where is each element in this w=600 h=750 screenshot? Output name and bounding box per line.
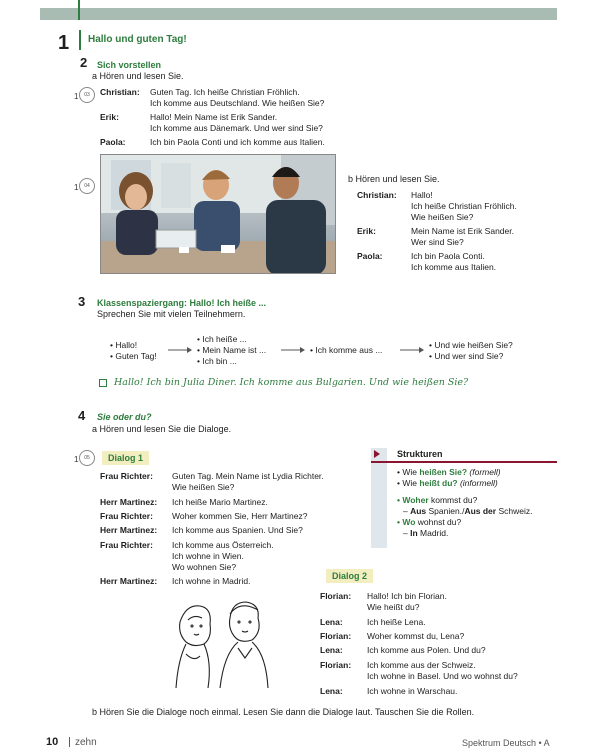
structure-item: – Aus Spanien./Aus der Schweiz. [403,506,533,516]
handwritten-example: Hallo! Ich bin Julia Diner. Ich komme aus Bulgarien. Und wie heißen Sie? [114,377,469,388]
brand-footer: Spektrum Deutsch • A [462,738,550,748]
audio-icon[interactable]: 05 [79,450,95,466]
sketch-two-people-illustration [168,592,278,692]
dialog-line: Ich komme aus Spanien. Und Sie? [172,525,303,535]
speaker: Herr Martinez: [100,576,158,586]
speaker: Lena: [320,617,343,627]
exercise-2b-task: b Hören und lesen Sie. [348,174,440,184]
speaker: Florian: [320,631,352,641]
speaker: Christian: [357,190,397,200]
speaker: Frau Richter: [100,511,153,521]
structure-item: • Wo wohnst du? [397,517,462,527]
dialog-line: Hallo! Ich bin Florian. [367,591,447,601]
photo-three-people-meeting [100,154,336,274]
page-number: 10 [46,736,59,748]
dialog-2-label: Dialog 2 [326,569,373,583]
dialog-line: Ich komme aus Dänemark. Und wer sind Sie? [150,123,323,133]
phrase-question: • Und wer sind Sie? [429,351,504,361]
dialog-line: Ich komme aus Polen. Und du? [367,645,486,655]
speaker: Herr Martinez: [100,497,158,507]
speaker: Florian: [320,660,352,670]
exercise-3-title: Klassenspaziergang: Hallo! Ich heiße ... [97,298,267,308]
exercise-4a-task: a Hören und lesen Sie die Dialoge. [92,424,232,434]
structures-rule [371,461,557,463]
exercise-4b-task: b Hören Sie die Dialoge noch einmal. Lesen Sie dann die Dialoge laut. Tauschen Sie die Rollen. [92,707,475,717]
dialog-line: Ich wohne in Wien. [172,551,244,561]
speaker: Christian: [100,87,140,97]
dialog-line: Wie heißen Sie? [172,482,235,492]
dialog-line: Ich wohne in Madrid. [172,576,251,586]
dialog-line: Wie heißen Sie? [411,212,474,222]
speaker: Lena: [320,686,343,696]
phrase-name: • Mein Name ist ... [197,345,267,355]
structure-item: • Woher kommst du? [397,495,478,505]
structure-item: – In Madrid. [403,528,449,538]
phrase-name: • Ich bin ... [197,356,237,366]
phrase-greeting: • Hallo! [110,340,138,350]
structures-sidebar [371,448,387,548]
phrase-question: • Und wie heißen Sie? [429,340,513,350]
dialog-line: Ich heiße Lena. [367,617,426,627]
phrase-name: • Ich heiße ... [197,334,247,344]
speaker: Herr Martinez: [100,525,158,535]
phrase-greeting: • Guten Tag! [110,351,157,361]
example-marker-icon [99,379,107,387]
exercise-4-number: 4 [78,408,86,423]
exercise-2-number: 2 [80,55,88,70]
audio-track-prefix: 1 [74,183,79,192]
structures-title: Strukturen [397,449,443,459]
exercise-4-title: Sie oder du? [97,412,152,422]
speaker: Erik: [100,112,119,122]
chapter-number: 1 [58,32,70,54]
structures-arrow-icon [374,450,380,458]
dialog-line: Ich komme aus der Schweiz. [367,660,476,670]
speaker: Paola: [357,251,383,261]
dialog-line: Ich komme aus Italien. [411,262,497,272]
speaker: Lena: [320,645,343,655]
dialog-line: Hallo! [411,190,433,200]
dialog-line: Ich heiße Christian Fröhlich. [411,201,517,211]
footer-divider [69,737,70,747]
dialog-line: Guten Tag. Mein Name ist Lydia Richter. [172,471,324,481]
dialog-line: Ich heiße Mario Martinez. [172,497,268,507]
speaker: Erik: [357,226,376,236]
speaker: Frau Richter: [100,540,153,550]
dialog-line: Wo wohnen Sie? [172,562,237,572]
dialog-line: Woher kommen Sie, Herr Martinez? [172,511,308,521]
dialog-line: Ich wohne in Basel. Und wo wohnst du? [367,671,518,681]
dialog-1-label: Dialog 1 [102,451,149,465]
arrow-icon [168,346,192,354]
dialog-line: Woher kommst du, Lena? [367,631,465,641]
dialog-line: Ich bin Paola Conti und ich komme aus Italien. [150,137,325,147]
arrow-icon [400,346,424,354]
audio-icon[interactable]: 04 [79,178,95,194]
speaker: Paola: [100,137,126,147]
structure-item: • Wie heißen Sie? (formell) [397,467,501,477]
structure-item: • Wie heißt du? (informell) [397,478,498,488]
dialog-line: Mein Name ist Erik Sander. [411,226,514,236]
chapter-divider [79,30,81,50]
speaker: Frau Richter: [100,471,153,481]
dialog-line: Ich komme aus Deutschland. Wie heißen Sie? [150,98,325,108]
dialog-line: Wer sind Sie? [411,237,464,247]
top-bar [40,8,557,20]
dialog-line: Ich bin Paola Conti. [411,251,485,261]
chapter-title: Hallo und guten Tag! [88,34,187,45]
page-word: zehn [75,737,97,748]
dialog-line: Guten Tag. Ich heiße Christian Fröhlich. [150,87,300,97]
exercise-2-title: Sich vorstellen [97,60,162,70]
dialog-line: Ich wohne in Warschau. [367,686,458,696]
audio-icon[interactable]: 03 [79,87,95,103]
speaker: Florian: [320,591,352,601]
dialog-line: Ich komme aus Österreich. [172,540,274,550]
exercise-3-task: Sprechen Sie mit vielen Teilnehmern. [97,309,246,319]
dialog-line: Hallo! Mein Name ist Erik Sander. [150,112,278,122]
exercise-2a-task: a Hören und lesen Sie. [92,71,184,81]
arrow-icon [281,346,305,354]
phrase-origin: • Ich komme aus ... [310,345,383,355]
audio-track-prefix: 1 [74,92,79,101]
exercise-3-number: 3 [78,294,86,309]
top-accent-line [78,0,80,20]
dialog-line: Wie heißt du? [367,602,420,612]
audio-track-prefix: 1 [74,455,79,464]
